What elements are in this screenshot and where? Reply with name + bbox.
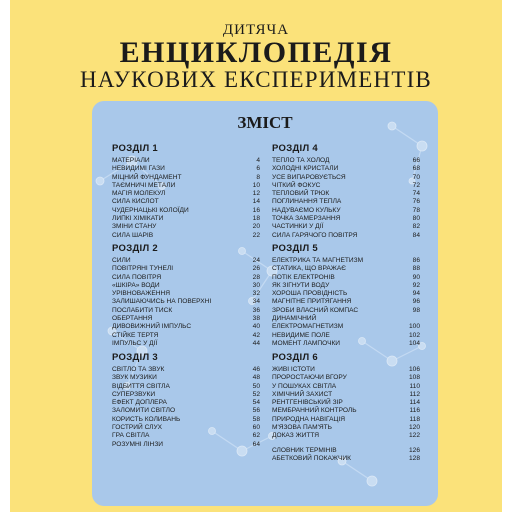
entry-page: 128: [408, 454, 420, 462]
entry-page: 82: [412, 223, 420, 231]
entry-label: МАТЕРІАЛИ: [112, 157, 150, 164]
toc-entry[interactable]: [112, 391, 260, 399]
entry-label: ПРИРОДНА НАВІГАЦІЯ: [272, 415, 345, 423]
entry-label: КОРИСТЬ КОЛИВАНЬ: [112, 415, 181, 423]
entry-page: 62: [252, 432, 260, 440]
toc-entry-index[interactable]: [272, 455, 420, 463]
toc-entry[interactable]: [272, 340, 420, 348]
book-title: [10, 22, 502, 92]
toc-entry[interactable]: [112, 257, 260, 265]
entry-label: ЧАСТИНКИ У ДІЇ: [272, 223, 324, 231]
section-1: [112, 143, 260, 240]
entry-label: ТОЧКА ЗАМЕРЗАННЯ: [272, 215, 341, 223]
toc-entry[interactable]: [112, 441, 260, 449]
entry-label: ЗРОБИ ВЛАСНИЙ КОМПАС: [272, 306, 359, 314]
entry-page: 6: [256, 165, 260, 173]
entry-label: МАГНІТНЕ ПРИТЯГАННЯ: [272, 298, 352, 306]
entry-label: ТЕПЛО ТА ХОЛОД: [272, 157, 330, 164]
entry-label: У ПОШУКАХ СВІТЛА: [272, 382, 337, 390]
section-5: [272, 243, 420, 348]
entry-label: ХІМІЧНИЙ ЗАХИСТ: [272, 390, 333, 398]
entry-label: МАГІЯ МОЛЕКУЛ: [112, 190, 166, 198]
entry-label: НЕВИДИМІ ГАЗИ: [112, 165, 165, 173]
section-2: [112, 243, 260, 348]
entry-label: РОЗУМНІ ЛІНЗИ: [112, 440, 164, 448]
entry-label: МОМЕНТ ЛАМПОЧКИ: [272, 339, 341, 347]
entry-label: ХОЛОДНІ КРИСТАЛИ: [272, 165, 339, 173]
entry-label: ЗАЛИШАЮЧИСЬ НА ПОВЕРХНІ: [112, 298, 212, 306]
toc-entry[interactable]: [272, 182, 420, 190]
entry-label: ЛИПКІ ХІМІКАТИ: [112, 215, 164, 223]
entry-page: 100: [408, 323, 420, 331]
entry-label: ЗМІНИ СТАНУ: [112, 223, 157, 231]
entry-page: 30: [252, 281, 260, 289]
entry-page: 24: [252, 257, 260, 264]
section-title: РОЗДІЛ 3: [112, 352, 158, 363]
entry-page: 16: [252, 206, 260, 214]
entry-page: 118: [409, 415, 420, 423]
toc-entry[interactable]: [112, 432, 260, 440]
entry-label: ВІДБИТТЯ СВІТЛА: [112, 382, 170, 390]
toc-entry[interactable]: [272, 157, 420, 165]
toc-entry[interactable]: [112, 307, 260, 315]
toc-entry[interactable]: [272, 165, 420, 173]
toc-entry[interactable]: [112, 274, 260, 282]
entry-label: ЧУДЕРНАЦЬКІ КОЛОЇДИ: [112, 206, 189, 214]
toc-entry[interactable]: [112, 207, 260, 215]
entry-label: ЧІТКИЙ ФОКУС: [272, 181, 321, 189]
entry-page: 46: [252, 366, 260, 373]
entry-page: 58: [252, 415, 260, 423]
entry-page: 106: [408, 366, 420, 373]
entry-page: 68: [412, 165, 420, 173]
entry-label: ДИВОВИЖНИЙ ІМПУЛЬС: [112, 323, 192, 331]
entry-page: 126: [408, 446, 420, 454]
toc-entry[interactable]: [112, 282, 260, 290]
entry-label: НЕВИДИМЕ ПОЛЕ: [272, 331, 330, 339]
toc-entry[interactable]: [112, 323, 260, 331]
toc-entry[interactable]: [272, 223, 420, 231]
entry-label: РЕНТГЕНІВСЬКИЙ ЗІР: [272, 399, 343, 407]
entry-label: СИЛА ГАРЯЧОГО ПОВІТРЯ: [272, 231, 358, 239]
toc-entry[interactable]: [112, 157, 260, 165]
section-title: РОЗДІЛ 4: [272, 143, 318, 154]
entry-label: СИЛА ШАРІВ: [112, 231, 154, 239]
toc-entry[interactable]: [112, 399, 260, 407]
entry-page: 60: [252, 424, 260, 432]
toc-entry[interactable]: [272, 207, 420, 215]
toc-entry[interactable]: [272, 190, 420, 198]
toc-entry[interactable]: [272, 174, 420, 182]
entry-label: «ШКІРА» ВОДИ: [112, 281, 160, 289]
entry-page: 98: [412, 306, 420, 314]
entry-label: ПРОРОСТАЮЧИ ВГОРУ: [272, 374, 347, 382]
toc-entry[interactable]: [272, 323, 420, 331]
entry-page: 12: [252, 190, 260, 198]
entry-label: ГОСТРИЙ СЛУХ: [112, 424, 163, 432]
toc-entry[interactable]: [112, 190, 260, 198]
entry-label: М'ЯЗОВА ПАМ'ЯТЬ: [272, 424, 332, 432]
toc-entry[interactable]: [112, 298, 260, 306]
entry-label: ЖИВІ ІСТОТИ: [272, 366, 315, 373]
toc-entry[interactable]: [112, 265, 260, 273]
toc-entry[interactable]: [272, 265, 420, 273]
entry-page: 102: [408, 331, 420, 339]
toc-entry[interactable]: [112, 165, 260, 173]
entry-page: 114: [409, 399, 420, 407]
toc-entry[interactable]: [112, 374, 260, 382]
toc-entry[interactable]: [272, 232, 420, 240]
entry-page: 34: [252, 298, 260, 306]
entry-page: 28: [252, 273, 260, 281]
entry-page: 96: [412, 298, 420, 306]
entry-label: СТІЙКЕ ТЕРТЯ: [112, 331, 159, 339]
entry-page: 92: [412, 281, 420, 289]
toc-entry[interactable]: [272, 274, 420, 282]
entry-label: СЛОВНИК ТЕРМІНІВ: [272, 446, 337, 454]
entry-page: 72: [412, 181, 420, 189]
toc-entry[interactable]: [272, 374, 420, 382]
toc-entry[interactable]: [112, 383, 260, 391]
entry-label: УСЕ ВИПАРОВУЄТЬСЯ: [272, 173, 346, 181]
entry-label: СУПЕРЗВУКИ: [112, 390, 156, 398]
entry-label: СВІТЛО ТА ЗВУК: [112, 366, 165, 373]
toc-entry[interactable]: [272, 432, 420, 440]
entry-label: ДИНАМІЧНИЙ: [272, 315, 317, 323]
toc-entry[interactable]: [112, 424, 260, 432]
entry-label: ПОВІТРЯНІ ТУНЕЛІ: [112, 265, 174, 273]
section-3: [112, 352, 260, 449]
entry-page: 76: [412, 198, 420, 206]
title-line-1: ДИТЯЧА: [222, 22, 290, 38]
entry-label: ІМПУЛЬС У ДІЇ: [112, 339, 158, 347]
entry-label: ПОТІК ЕЛЕКТРОНІВ: [272, 273, 335, 281]
entry-page: 54: [252, 399, 260, 407]
entry-page: 38: [252, 315, 260, 323]
entry-page: 10: [252, 181, 260, 189]
toc-entry[interactable]: [272, 290, 420, 298]
book-page: [10, 0, 502, 512]
toc-entry[interactable]: [272, 282, 420, 290]
entry-page: 52: [252, 390, 260, 398]
entry-page: 8: [256, 173, 260, 181]
toc-entry-glossary[interactable]: [272, 447, 420, 455]
entry-page: 26: [252, 265, 260, 273]
toc-entry[interactable]: [112, 232, 260, 240]
toc-entry[interactable]: [272, 391, 420, 399]
entry-page: 32: [252, 290, 260, 298]
entry-label: СТАТИКА, ЩО ВРАЖАЄ: [272, 265, 347, 273]
entry-label: УРІВНОВАЖЕННЯ: [112, 290, 171, 298]
entry-page: 22: [252, 231, 260, 239]
entry-label: ЕЛЕКТРИКА ТА МАГНЕТИЗМ: [272, 257, 364, 264]
toc-heading: ЗМІСТ: [237, 113, 293, 132]
entry-page: [406, 315, 420, 323]
entry-page: 110: [409, 382, 420, 390]
entry-page: 36: [252, 306, 260, 314]
entry-page: 84: [412, 231, 420, 239]
entry-label: ОБЕРТАННЯ: [112, 315, 153, 323]
entry-page: 90: [412, 273, 420, 281]
section-title: РОЗДІЛ 5: [272, 243, 318, 254]
entry-label: МЕМБРАННИЙ КОНТРОЛЬ: [272, 407, 357, 415]
toc-entry[interactable]: [112, 174, 260, 182]
entry-page: 108: [408, 374, 420, 382]
entry-label: ЗАЛОМИТИ СВІТЛО: [112, 407, 176, 415]
entry-page: 74: [412, 190, 420, 198]
entry-page: 80: [412, 215, 420, 223]
toc-entry[interactable]: [272, 407, 420, 415]
toc-entry[interactable]: [112, 198, 260, 206]
entry-page: 104: [408, 339, 420, 347]
entry-label: ДОКАЗ ЖИТТЯ: [272, 432, 320, 440]
toc-entry[interactable]: [112, 215, 260, 223]
toc-entry[interactable]: [112, 223, 260, 231]
entry-label: ЕФЕКТ ДОПЛЕРА: [112, 399, 167, 407]
section-4: [272, 143, 420, 240]
entry-label: ЗВУК МУЗИКИ: [112, 374, 157, 382]
entry-page: 94: [412, 290, 420, 298]
toc-entry[interactable]: [112, 366, 260, 374]
toc-entry[interactable]: [272, 257, 420, 265]
entry-page: 78: [412, 206, 420, 214]
entry-page: 64: [252, 440, 260, 448]
entry-page: 44: [252, 339, 260, 347]
entry-label: ТЕПЛОВИЙ ТРЮК: [272, 190, 330, 198]
entry-page: 4: [256, 157, 260, 164]
toc-entry[interactable]: [272, 298, 420, 306]
entry-label: СИЛА ПОВІТРЯ: [112, 273, 162, 281]
title-line-2: ЕНЦИКЛОПЕДІЯ: [119, 36, 393, 69]
entry-label: ЯК ЗІГНУТИ ВОДУ: [272, 281, 330, 289]
entry-label: МІЦНИЙ ФУНДАМЕНТ: [112, 173, 182, 181]
entry-page: 50: [252, 382, 260, 390]
toc-entry[interactable]: [272, 307, 420, 315]
section-title: РОЗДІЛ 2: [112, 243, 158, 254]
toc-entry[interactable]: [272, 383, 420, 391]
entry-page: 66: [412, 157, 420, 164]
entry-label: ПОСЛАБИТИ ТИСК: [112, 306, 173, 314]
entry-label: СИЛИ: [112, 257, 131, 264]
entry-label: ХОРОША ПРОВІДНІСТЬ: [272, 290, 348, 298]
entry-page: 122: [408, 432, 420, 440]
entry-page: 120: [408, 424, 420, 432]
entry-page: 14: [252, 198, 260, 206]
toc-entry[interactable]: [112, 416, 260, 424]
toc-entry[interactable]: [112, 407, 260, 415]
toc-entry[interactable]: [112, 332, 260, 340]
toc-entry[interactable]: [272, 366, 420, 374]
entry-label: СИЛА КИСЛОТ: [112, 198, 159, 206]
entry-page: 112: [409, 390, 420, 398]
entry-label: НАДУВАЄМО КУЛЬКУ: [272, 206, 341, 214]
entry-page: 86: [412, 257, 420, 264]
section-6: [272, 352, 420, 463]
entry-label: ТАЄМНИЧІ МЕТАЛИ: [112, 181, 176, 189]
title-line-3: НАУКОВИХ ЕКСПЕРИМЕНТІВ: [80, 67, 432, 92]
entry-page: 116: [409, 407, 420, 415]
toc-entry[interactable]: [112, 340, 260, 348]
entry-page: 88: [412, 265, 420, 273]
section-title: РОЗДІЛ 1: [112, 143, 158, 154]
entry-label: ГРА СВІТЛА: [112, 432, 150, 440]
toc-entry[interactable]: [272, 315, 420, 323]
table-of-contents: [92, 101, 438, 506]
entry-label: ПОГЛИНАННЯ ТЕПЛА: [272, 198, 342, 206]
entry-page: 40: [252, 323, 260, 331]
entry-page: 18: [252, 215, 260, 223]
toc-entry[interactable]: [272, 424, 420, 432]
toc-entry[interactable]: [112, 290, 260, 298]
entry-page: 48: [252, 374, 260, 382]
toc-entry[interactable]: [272, 198, 420, 206]
toc-entry[interactable]: [272, 332, 420, 340]
entry-label: АБЕТКОВИЙ ПОКАЖЧИК: [272, 454, 351, 462]
section-title: РОЗДІЛ 6: [272, 352, 318, 363]
toc-entry[interactable]: [112, 182, 260, 190]
entry-page: 42: [252, 331, 260, 339]
entry-page: 20: [252, 223, 260, 231]
entry-page: 56: [252, 407, 260, 415]
entry-page: 70: [412, 173, 420, 181]
entry-label: ЕЛЕКТРОМАГНЕТИЗМ: [272, 323, 344, 331]
toc-entry[interactable]: [272, 416, 420, 424]
